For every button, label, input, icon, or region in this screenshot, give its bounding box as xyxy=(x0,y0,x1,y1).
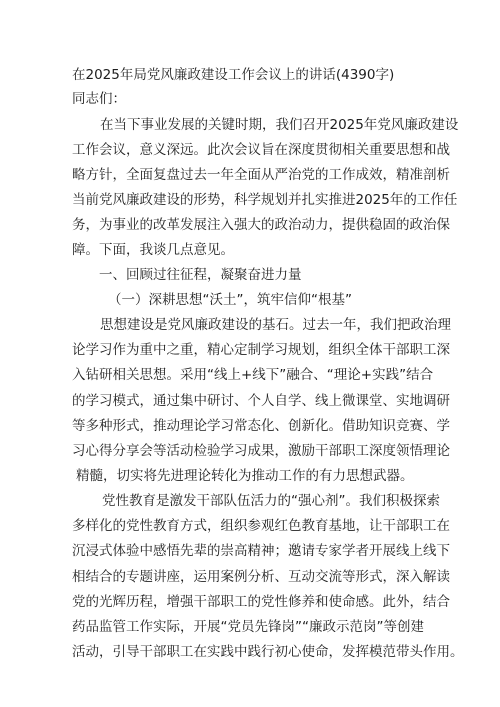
section-heading-line xyxy=(0,263,500,287)
text-line xyxy=(0,313,500,337)
paragraph-text: 略方针，全面复盘过去一年全面从严治党的工作成效，精准剖析 xyxy=(72,167,450,183)
paragraph-text: 障。下面，我谈几点意见。 xyxy=(72,242,234,258)
paragraph-text: 当前党风廉政建设的形势，科学规划并扎实推进2025年的工作任 xyxy=(72,192,458,208)
document-title: 在2025年局党风廉政建设工作会议上的讲话(4390字) xyxy=(72,67,395,83)
paragraph-text: 沉浸式体验中感悟先辈的崇高精神；邀请专家学者开展线上线下 xyxy=(72,543,450,559)
paragraph-text: 药品监管工作实际，开展“党员先锋岗”“廉政示范岗”等创建 xyxy=(72,619,424,635)
text-line xyxy=(0,590,500,614)
paragraph-text: 党性教育是激发干部队伍活力的“强心剂”。我们积极探索 xyxy=(102,493,440,509)
text-line xyxy=(0,338,500,362)
paragraph-text: 论学习作为重中之重，精心定制学习规划，组织全体干部职工深 xyxy=(72,342,450,358)
paragraph-text: 习心得分享会等活动检验学习成果，激励干部职工深度领悟理论 xyxy=(72,443,450,459)
paragraph-text: 相结合的专题讲座，运用案例分析、互动交流等形式，深入解读 xyxy=(72,569,450,585)
paragraph-text: 入钻研相关思想。采用“线上+线下”融合、“理论+实践”结合 xyxy=(72,367,434,383)
text-line xyxy=(0,389,500,413)
paragraph-text: 活动，引导干部职工在实践中践行初心使命，发挥模范带头作用。 xyxy=(72,644,464,660)
text-line xyxy=(0,640,500,664)
text-line xyxy=(0,238,500,262)
subsection-heading: （一）深耕思想“沃土”，筑牢信仰“根基” xyxy=(108,292,352,308)
paragraph-text: 精髓，切实将先进理论转化为推动工作的有力思想武器。 xyxy=(76,468,414,484)
text-line xyxy=(0,113,500,137)
salutation-line xyxy=(0,87,500,111)
paragraph-text: 多样化的党性教育方式，组织参观红色教育基地，让干部职工在 xyxy=(72,518,450,534)
text-line xyxy=(0,414,500,438)
text-line xyxy=(0,188,500,212)
text-line xyxy=(0,163,500,187)
text-line xyxy=(0,439,500,463)
document-title-line xyxy=(0,63,500,87)
paragraph-text: 在当下事业发展的关键时期，我们召开2025年党风廉政建设 xyxy=(100,117,459,133)
salutation: 同志们： xyxy=(72,91,126,107)
text-line xyxy=(0,514,500,538)
paragraph-text: 等多种形式，推动理论学习常态化、创新化。借助知识竞赛、学 xyxy=(72,418,450,434)
text-line xyxy=(0,615,500,639)
paragraph-text: 务，为事业的改革发展注入强大的政治动力，提供稳固的政治保 xyxy=(72,217,450,233)
text-line xyxy=(0,138,500,162)
text-line xyxy=(0,489,500,513)
paragraph-text: 党的光辉历程，增强干部职工的党性修养和使命感。此外，结合 xyxy=(72,594,450,610)
text-line xyxy=(0,363,500,387)
text-line xyxy=(0,213,500,237)
text-line xyxy=(0,565,500,589)
text-line xyxy=(0,539,500,563)
paragraph-text: 思想建设是党风廉政建设的基石。过去一年，我们把政治理 xyxy=(100,317,451,333)
subsection-heading-line xyxy=(0,288,500,312)
paragraph-text: 的学习模式，通过集中研讨、个人自学、线上微课堂、实地调研 xyxy=(72,393,450,409)
section-heading: 一、回顾过往征程，凝聚奋进力量 xyxy=(99,267,302,283)
paragraph-text: 工作会议，意义深远。此次会议旨在深度贯彻相关重要思想和战 xyxy=(72,142,450,158)
text-line xyxy=(0,464,500,488)
